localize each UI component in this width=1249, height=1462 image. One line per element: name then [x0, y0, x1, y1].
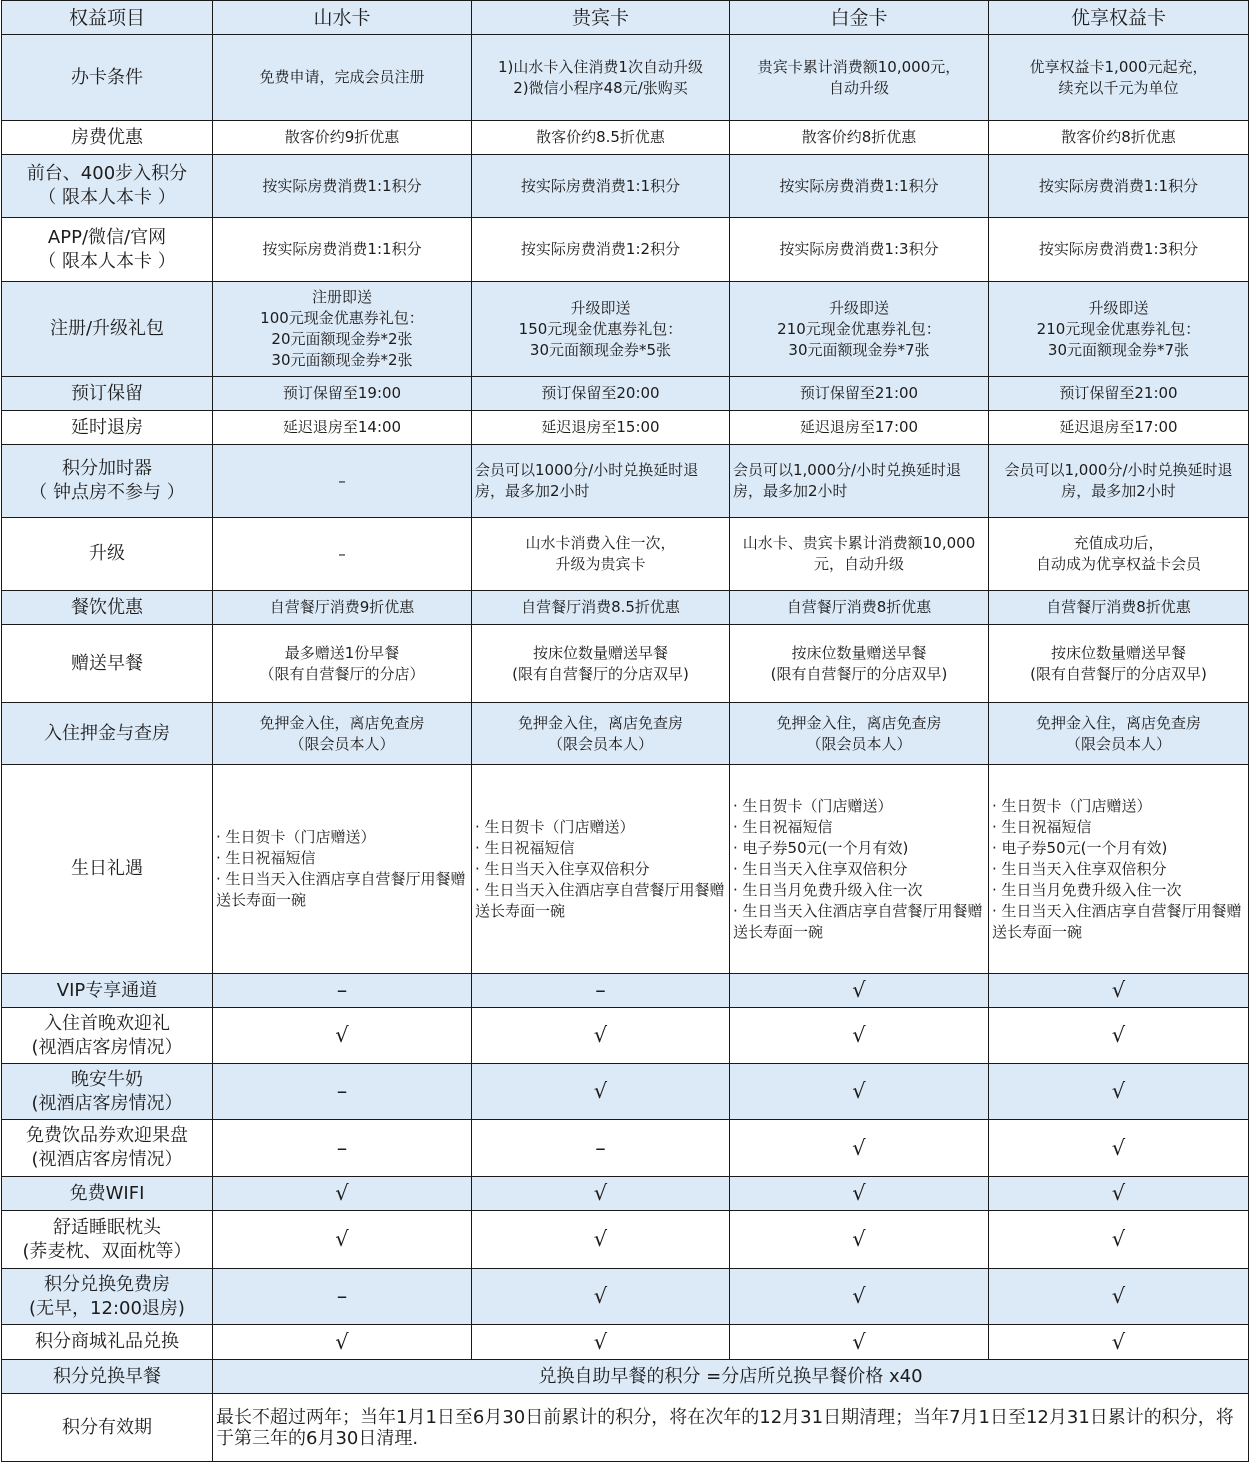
table-cell: 优享权益卡1,000元起充， 续充以千元为单位	[989, 35, 1249, 121]
table-cell: 散客价约8折优惠	[730, 121, 989, 155]
table-cell: 预订保留至21:00	[989, 377, 1249, 411]
table-row-validity	[2, 1394, 1249, 1462]
table-row	[2, 155, 1249, 218]
row-label: 入住首晚欢迎礼 (视酒店客房情况）	[2, 1008, 213, 1064]
table-cell: 山水卡、贵宾卡累计消费额10,000元，自动升级	[730, 518, 989, 591]
row-label: 注册/升级礼包	[2, 282, 213, 377]
row-label: 积分有效期	[2, 1394, 213, 1462]
breakfast-points-value: 兑换自助早餐的积分 =分店所兑换早餐价格 x40	[213, 1360, 1249, 1394]
table-cell: –	[213, 974, 472, 1008]
table-cell: √	[213, 1211, 472, 1269]
table-cell: √	[989, 1008, 1249, 1064]
table-row	[2, 218, 1249, 282]
row-label: 房费优惠	[2, 121, 213, 155]
table-cell: · 生日贺卡（门店赠送） · 生日祝福短信 · 电子券50元(一个月有效) · 生日当天入住享双倍积分 · 生日当月免费升级入住一次 · 生日当天入住酒店享自营餐厅用餐赠送长寿面一碗	[989, 765, 1249, 974]
table-row	[2, 1325, 1249, 1360]
table-cell: √	[989, 1120, 1249, 1177]
table-cell: 自营餐厅消费8折优惠	[730, 591, 989, 625]
table-cell: √	[730, 1269, 989, 1325]
row-label: 积分加时器 （ 钟点房不参与 ）	[2, 445, 213, 518]
row-label: 餐饮优惠	[2, 591, 213, 625]
table-cell: √	[989, 974, 1249, 1008]
table-cell: √	[213, 1008, 472, 1064]
table-cell: √	[989, 1269, 1249, 1325]
table-row	[2, 1064, 1249, 1120]
table-cell: 充值成功后， 自动成为优享权益卡会员	[989, 518, 1249, 591]
row-label: 积分商城礼品兑换	[2, 1325, 213, 1360]
table-cell: √	[472, 1177, 730, 1211]
table-cell: 按实际房费消费1:1积分	[472, 155, 730, 218]
table-cell: 按实际房费消费1:1积分	[989, 155, 1249, 218]
table-cell: 按床位数量赠送早餐 (限有自营餐厅的分店双早)	[730, 625, 989, 703]
table-row	[2, 625, 1249, 703]
table-cell: 贵宾卡累计消费额10,000元， 自动升级	[730, 35, 989, 121]
table-cell: 免押金入住，离店免查房 （限会员本人）	[213, 703, 472, 765]
row-label: 办卡条件	[2, 35, 213, 121]
table-cell: · 生日贺卡（门店赠送） · 生日祝福短信 · 生日当天入住酒店享自营餐厅用餐赠送长寿面一碗	[213, 765, 472, 974]
table-row	[2, 765, 1249, 974]
table-cell: 散客价约8折优惠	[989, 121, 1249, 155]
points-validity-value: 最长不超过两年；当年1月1日至6月30日前累计的积分，将在次年的12月31日期清理；当年7月1日至12月31日累计的积分，将于第三年的6月30日清理.	[213, 1394, 1249, 1462]
table-cell: √	[730, 1211, 989, 1269]
table-cell: 注册即送 100元现金优惠券礼包： 20元面额现金券*2张 30元面额现金券*2张	[213, 282, 472, 377]
table-cell: 自营餐厅消费8.5折优惠	[472, 591, 730, 625]
table-row	[2, 1269, 1249, 1325]
table-cell: 预订保留至19:00	[213, 377, 472, 411]
header-row	[2, 1, 1249, 35]
table-cell: 自营餐厅消费9折优惠	[213, 591, 472, 625]
table-cell: –	[472, 974, 730, 1008]
row-label: 晚安牛奶 (视酒店客房情况）	[2, 1064, 213, 1120]
table-cell: 1)山水卡入住消费1次自动升级 2)微信小程序48元/张购买	[472, 35, 730, 121]
row-label: VIP专享通道	[2, 974, 213, 1008]
table-cell: 延迟退房至14:00	[213, 411, 472, 445]
table-row	[2, 282, 1249, 377]
row-label: APP/微信/官网 （ 限本人本卡 ）	[2, 218, 213, 282]
table-cell: √	[989, 1177, 1249, 1211]
table-cell: 按实际房费消费1:3积分	[989, 218, 1249, 282]
table-cell: √	[730, 1325, 989, 1360]
table-cell: √	[730, 1064, 989, 1120]
table-cell: –	[213, 518, 472, 591]
table-row	[2, 377, 1249, 411]
table-row	[2, 411, 1249, 445]
table-cell: 会员可以1,000分/小时兑换延时退房，最多加2小时	[730, 445, 989, 518]
table-cell: √	[730, 1120, 989, 1177]
table-cell: √	[472, 1211, 730, 1269]
table-cell: 免押金入住，离店免查房 （限会员本人）	[730, 703, 989, 765]
table-cell: 免费申请，完成会员注册	[213, 35, 472, 121]
table-row	[2, 591, 1249, 625]
table-cell: 按实际房费消费1:3积分	[730, 218, 989, 282]
table-row	[2, 1177, 1249, 1211]
table-cell: 最多赠送1份早餐 （限有自营餐厅的分店）	[213, 625, 472, 703]
table-cell: 预订保留至21:00	[730, 377, 989, 411]
benefits-table	[1, 0, 1249, 1462]
table-cell: · 生日贺卡（门店赠送） · 生日祝福短信 · 电子券50元(一个月有效) · 生日当天入住享双倍积分 · 生日当月免费升级入住一次 · 生日当天入住酒店享自营餐厅用餐赠送长寿面一碗	[730, 765, 989, 974]
table-cell: 按实际房费消费1:1积分	[730, 155, 989, 218]
row-label: 前台、400步入积分 （ 限本人本卡 ）	[2, 155, 213, 218]
table-cell: √	[472, 1269, 730, 1325]
table-cell: 升级即送 210元现金优惠券礼包： 30元面额现金券*7张	[730, 282, 989, 377]
row-label: 预订保留	[2, 377, 213, 411]
table-cell: –	[213, 445, 472, 518]
header-cell: 权益项目	[2, 1, 213, 35]
table-row	[2, 445, 1249, 518]
row-label: 舒适睡眠枕头 (荞麦枕、双面枕等）	[2, 1211, 213, 1269]
table-cell: 按实际房费消费1:2积分	[472, 218, 730, 282]
table-row	[2, 974, 1249, 1008]
table-row	[2, 1008, 1249, 1064]
table-cell: 预订保留至20:00	[472, 377, 730, 411]
row-label: 入住押金与查房	[2, 703, 213, 765]
row-label: 积分兑换早餐	[2, 1360, 213, 1394]
table-cell: 按实际房费消费1:1积分	[213, 218, 472, 282]
table-row	[2, 703, 1249, 765]
table-cell: 散客价约9折优惠	[213, 121, 472, 155]
header-cell: 贵宾卡	[472, 1, 730, 35]
row-label: 延时退房	[2, 411, 213, 445]
table-row	[2, 35, 1249, 121]
row-label: 免费饮品券欢迎果盘 (视酒店客房情况）	[2, 1120, 213, 1177]
table-cell: 升级即送 210元现金优惠券礼包： 30元面额现金券*7张	[989, 282, 1249, 377]
table-cell: √	[989, 1325, 1249, 1360]
table-row	[2, 518, 1249, 591]
row-label: 升级	[2, 518, 213, 591]
table-row-breakfast	[2, 1360, 1249, 1394]
table-cell: 免押金入住，离店免查房 （限会员本人）	[472, 703, 730, 765]
table-cell: 延迟退房至17:00	[730, 411, 989, 445]
table-cell: 散客价约8.5折优惠	[472, 121, 730, 155]
table-row	[2, 121, 1249, 155]
table-cell: √	[989, 1064, 1249, 1120]
table-cell: 会员可以1000分/小时兑换延时退房，最多加2小时	[472, 445, 730, 518]
row-label: 生日礼遇	[2, 765, 213, 974]
row-label: 免费WIFI	[2, 1177, 213, 1211]
table-row	[2, 1120, 1249, 1177]
table-cell: 山水卡消费入住一次， 升级为贵宾卡	[472, 518, 730, 591]
row-label: 赠送早餐	[2, 625, 213, 703]
table-cell: √	[213, 1177, 472, 1211]
table-cell: √	[472, 1325, 730, 1360]
table-cell: √	[730, 1008, 989, 1064]
table-cell: –	[213, 1269, 472, 1325]
table-cell: 升级即送 150元现金优惠券礼包： 30元面额现金券*5张	[472, 282, 730, 377]
table-row	[2, 1211, 1249, 1269]
table-cell: 按实际房费消费1:1积分	[213, 155, 472, 218]
table-cell: –	[472, 1120, 730, 1177]
table-cell: –	[213, 1064, 472, 1120]
table-cell: 会员可以1,000分/小时兑换延时退房，最多加2小时	[989, 445, 1249, 518]
table-cell: √	[472, 1008, 730, 1064]
header-cell: 山水卡	[213, 1, 472, 35]
header-cell: 优享权益卡	[989, 1, 1249, 35]
table-cell: √	[213, 1325, 472, 1360]
table-cell: 自营餐厅消费8折优惠	[989, 591, 1249, 625]
table-cell: √	[989, 1211, 1249, 1269]
table-cell: 免押金入住，离店免查房 （限会员本人）	[989, 703, 1249, 765]
row-label: 积分兑换免费房 (无早，12:00退房)	[2, 1269, 213, 1325]
table-cell: 按床位数量赠送早餐 (限有自营餐厅的分店双早)	[472, 625, 730, 703]
table-cell: √	[730, 974, 989, 1008]
table-cell: √	[472, 1064, 730, 1120]
table-cell: 延迟退房至15:00	[472, 411, 730, 445]
table-cell: · 生日贺卡（门店赠送） · 生日祝福短信 · 生日当天入住享双倍积分 · 生日当天入住酒店享自营餐厅用餐赠送长寿面一碗	[472, 765, 730, 974]
table-cell: 延迟退房至17:00	[989, 411, 1249, 445]
header-cell: 白金卡	[730, 1, 989, 35]
table-cell: 按床位数量赠送早餐 (限有自营餐厅的分店双早)	[989, 625, 1249, 703]
table-cell: √	[730, 1177, 989, 1211]
table-cell: –	[213, 1120, 472, 1177]
